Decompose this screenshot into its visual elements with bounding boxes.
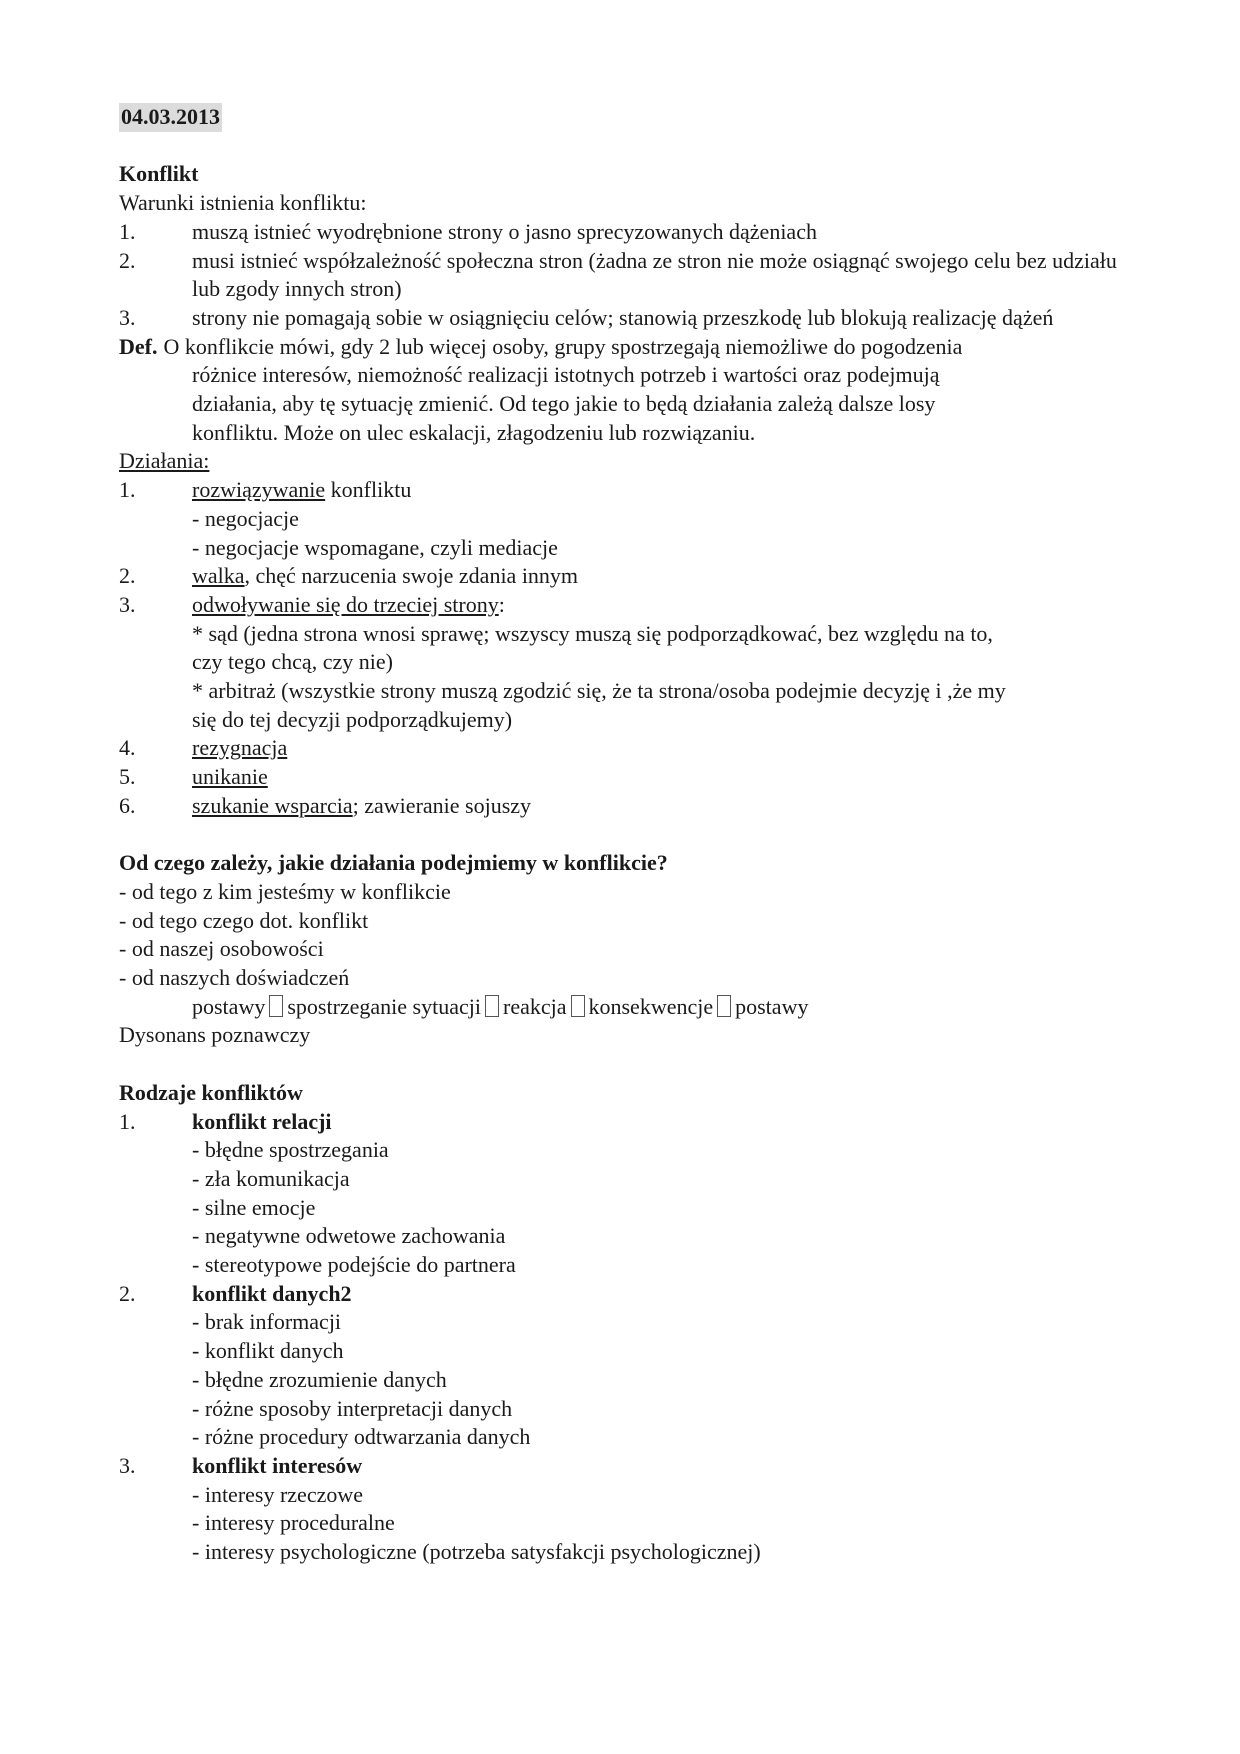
date-line (119, 103, 1139, 132)
action-item (119, 792, 1139, 821)
action-number: 1. (119, 477, 136, 503)
type-subitem: - konflikt danych (192, 1338, 344, 1364)
action-number: 2. (119, 563, 136, 589)
dissonance-line: Dysonans poznawczy (119, 1022, 311, 1048)
condition-item (119, 304, 1139, 333)
actions-heading: Działania: (119, 448, 210, 474)
date-stamp: 04.03.2013 (119, 103, 222, 132)
definition-line: O konflikcie mówi, gdy 2 lub więcej osoby, grupy spostrzegają niemożliwe do pogodzenia (163, 333, 963, 359)
document-page (119, 103, 1139, 1567)
factor-item: - od naszych doświadczeń (119, 965, 350, 991)
action-keyword: odwoływanie się do trzeciej strony (192, 591, 499, 617)
type-subitem: - interesy psychologiczne (potrzeba satysfakcji psychologicznej) (192, 1539, 761, 1565)
definition-line: konfliktu. Może on ulec eskalacji, złagodzeniu lub rozwiązaniu. (192, 419, 756, 445)
type-subitem: - różne procedury odtwarzania danych (192, 1424, 531, 1450)
action-keyword: rozwiązywanie (192, 477, 326, 503)
type-number: 1. (119, 1108, 136, 1134)
action-text: , chęć narzucenia swoje zdania innym (244, 563, 579, 589)
action-text: : (498, 591, 505, 617)
action-subitem: się do tej decyzji podporządkujemy) (192, 706, 513, 732)
action-number: 5. (119, 764, 136, 790)
type-title: konflikt interesów (192, 1453, 363, 1478)
condition-number: 1. (119, 218, 136, 244)
definition-line: działania, aby tę sytuację zmienić. Od tego jakie to będą działania zależą dalsze losy (192, 391, 936, 417)
chain-step: spostrzeganie sytuacji (287, 993, 481, 1019)
factor-item: - od naszej osobowości (119, 936, 324, 962)
chain-step: reakcja (503, 993, 567, 1019)
action-number: 3. (119, 591, 136, 617)
action-subitem: - negocjacje (192, 505, 299, 531)
condition-number: 3. (119, 304, 136, 330)
type-subitem: - błędne zrozumienie danych (192, 1366, 447, 1392)
type-subitem: - brak informacji (192, 1309, 342, 1335)
action-number: 6. (119, 792, 136, 818)
factor-item: - od tego z kim jesteśmy w konflikcie (119, 878, 451, 904)
action-keyword: walka (192, 563, 245, 589)
action-subitem: - negocjacje wspomagane, czyli mediacje (192, 534, 558, 560)
action-subitem: * arbitraż (wszystkie strony muszą zgodzić się, że ta strona/osoba podejmie decyzję i ,że my (192, 678, 1006, 704)
section-title-types: Rodzaje konfliktów (119, 1079, 303, 1105)
condition-text: muszą istnieć wyodrębnione strony o jasno sprecyzowanych dążeniach (192, 218, 817, 244)
section-title-factors: Od czego zależy, jakie działania podejmiemy w konflikcie? (119, 850, 668, 876)
action-text: konfliktu (325, 477, 412, 503)
type-subitem: - interesy rzeczowe (192, 1481, 364, 1507)
action-subitem: * sąd (jedna strona wnosi sprawę; wszyscy muszą się podporządkować, bez względu na to, (192, 620, 993, 646)
type-number: 2. (119, 1280, 136, 1306)
action-keyword: szukanie wsparcia (192, 792, 353, 818)
condition-number: 2. (119, 247, 136, 273)
action-item (119, 476, 1139, 505)
type-subitem: - zła komunikacja (192, 1165, 350, 1191)
type-subitem: - błędne spostrzegania (192, 1137, 389, 1163)
type-title: konflikt relacji (192, 1108, 332, 1134)
action-keyword: unikanie (192, 764, 268, 790)
factor-item: - od tego czego dot. konflikt (119, 907, 369, 933)
action-number: 4. (119, 735, 136, 761)
type-title: konflikt danych2 (192, 1280, 352, 1306)
action-item (119, 562, 1139, 591)
conflict-type (119, 1452, 1139, 1481)
chain-step: postawy (192, 993, 266, 1019)
conflict-type (119, 1108, 1139, 1137)
type-subitem: - negatywne odwetowe zachowania (192, 1223, 506, 1249)
condition-item (119, 218, 1139, 247)
arrow-glyph-icon (269, 995, 283, 1017)
definition-label: Def. (119, 333, 158, 359)
type-subitem: - różne sposoby interpretacji danych (192, 1395, 513, 1421)
action-text: ; zawieranie sojuszy (352, 792, 532, 818)
action-item (119, 763, 1139, 792)
type-subitem: - stereotypowe podejście do partnera (192, 1252, 516, 1278)
arrow-glyph-icon (485, 995, 499, 1017)
condition-item (119, 247, 1139, 304)
type-subitem: - interesy proceduralne (192, 1510, 395, 1536)
type-number: 3. (119, 1453, 136, 1478)
definition-block (119, 333, 1139, 448)
condition-text: musi istnieć współzależność społeczna stron (żadna ze stron nie może osiągnąć swojego celu bez udziału lub zgody innych stron) (192, 247, 1117, 302)
arrow-glyph-icon (571, 995, 585, 1017)
chain-step: konsekwencje (588, 993, 714, 1019)
chain-step: postawy (735, 993, 809, 1019)
conflict-type (119, 1280, 1139, 1309)
conditions-intro: Warunki istnienia konfliktu: (119, 190, 367, 216)
section-title-konflikt: Konflikt (119, 161, 199, 187)
arrow-glyph-icon (717, 995, 731, 1017)
attitude-chain (119, 993, 1139, 1022)
action-item (119, 734, 1139, 763)
action-keyword: rezygnacja (192, 735, 288, 761)
type-subitem: - silne emocje (192, 1194, 316, 1220)
condition-text: strony nie pomagają sobie w osiągnięciu celów; stanowią przeszkodę lub blokują realizację dążeń (192, 304, 1054, 330)
action-item (119, 591, 1139, 620)
definition-line: różnice interesów, niemożność realizacji istotnych potrzeb i wartości oraz podejmują (192, 362, 940, 388)
action-subitem: czy tego chcą, czy nie) (192, 649, 393, 675)
